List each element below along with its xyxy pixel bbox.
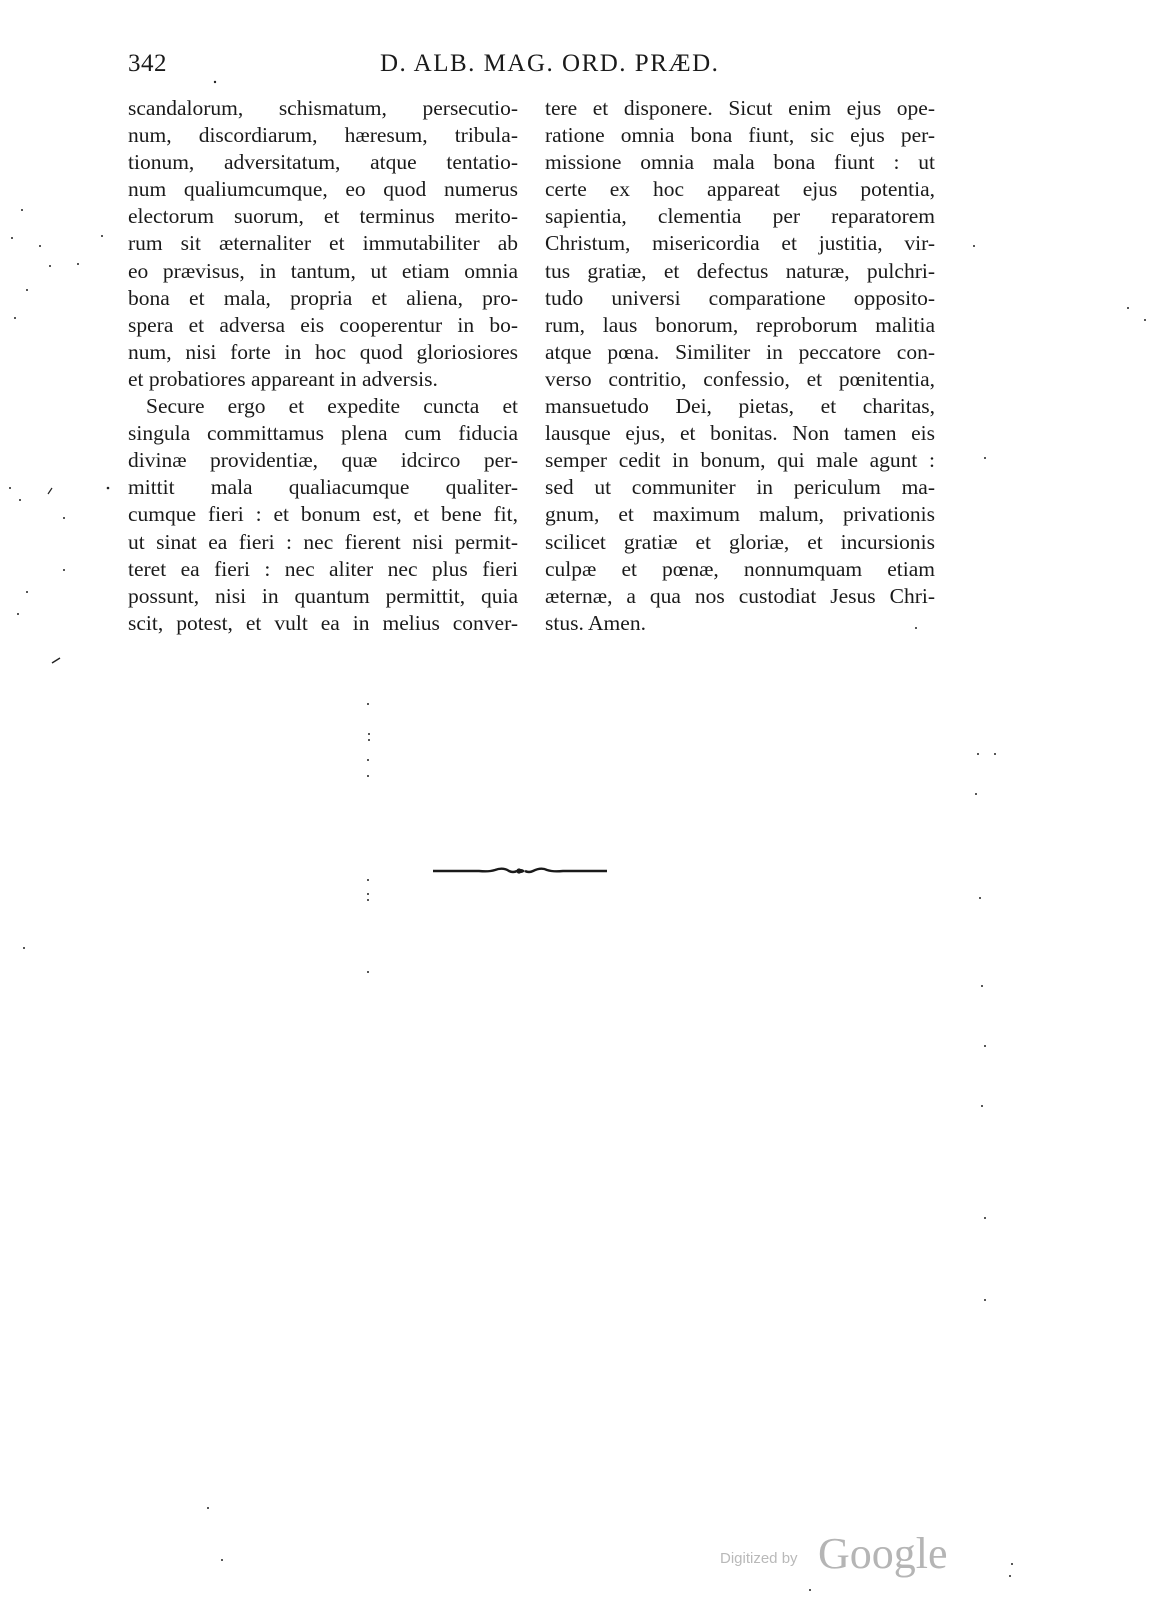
text-line: num qualiumcumque, eo quod numerus (128, 177, 518, 202)
text-line: rum, laus bonorum, reproborum malitia (545, 312, 935, 337)
text-line: scandalorum, schismatum, persecutio- (128, 96, 518, 120)
text-line: bona et mala, propria et aliena, pro- (128, 285, 518, 310)
text-line: scit, potest, et vult ea in melius conver- (128, 610, 518, 635)
text-line: certe ex hoc appareat ejus potentia, (545, 177, 935, 202)
text-line: spera et adversa eis cooperentur in bo- (128, 312, 518, 337)
text-line: divinæ providentiæ, quæ idcirco per- (128, 448, 518, 473)
running-title: D. ALB. MAG. ORD. PRÆD. (380, 50, 720, 77)
text-line: teret ea fieri : nec aliter nec plus fieri (128, 556, 518, 581)
page-number: 342 (128, 50, 167, 77)
text-line: possunt, nisi in quantum permittit, quia (128, 583, 518, 608)
text-line: mittit mala qualiacumque qualiter- (128, 475, 518, 500)
final-line: stus. Amen. (545, 610, 646, 635)
digitized-by-google-watermark (720, 1528, 960, 1580)
watermark-prefix: Digitized by (720, 1550, 798, 1567)
text-line: tionum, adversitatum, atque tentatio- (128, 150, 518, 175)
paragraph-end-line: et probatiores appareant in adversis. (128, 366, 438, 391)
text-line: gnum, et maximum malum, privationis (545, 502, 935, 527)
text-line: rum sit æternaliter et immutabiliter ab (128, 231, 518, 256)
text-line: singula committamus plena cum fiducia (128, 421, 518, 446)
text-line: electorum suorum, et terminus merito- (128, 204, 518, 229)
text-line: num, nisi forte in hoc quod gloriosiores (128, 339, 518, 364)
text-line: scilicet gratiæ et gloriæ, et incursionis (545, 529, 935, 554)
text-line: æternæ, a qua nos custodiat Jesus Chri- (545, 583, 935, 608)
text-line: atque pœna. Similiter in peccatore con- (545, 339, 935, 364)
text-line: ratione omnia bona fiunt, sic ejus per- (545, 123, 935, 148)
text-line: sapientia, clementia per reparatorem (545, 204, 935, 229)
text-line: culpæ et pœnæ, nonnumquam etiam (545, 556, 935, 581)
text-line: semper cedit in bonum, qui male agunt : (545, 448, 935, 473)
text-line: missione omnia mala bona fiunt : ut (545, 150, 935, 175)
text-line: Christum, misericordia et justitia, vir- (545, 231, 935, 256)
text-line: cumque fieri : et bonum est, et bene fit, (128, 502, 518, 527)
text-line: eo prævisus, in tantum, ut etiam omnia (128, 258, 518, 283)
text-line: num, discordiarum, hæresum, tribula- (128, 123, 518, 148)
text-line: tus gratiæ, et defectus naturæ, pulchri- (545, 258, 935, 283)
text-line: ut sinat ea fieri : nec fierent nisi permit- (128, 529, 518, 554)
text-line: sed ut communiter in periculum ma- (545, 475, 935, 500)
text-line: verso contritio, confessio, et pœnitentia, (545, 366, 935, 391)
text-line: lausque ejus, et bonitas. Non tamen eis (545, 421, 935, 446)
text-line: mansuetudo Dei, pietas, et charitas, (545, 394, 935, 419)
text-line: tere et disponere. Sicut enim ejus ope- (545, 96, 935, 120)
text-line: tudo universi comparatione opposito- (545, 285, 935, 310)
google-logo: Google (818, 1529, 948, 1578)
paragraph-start-line: Secure ergo et expedite cuncta et (146, 394, 518, 419)
